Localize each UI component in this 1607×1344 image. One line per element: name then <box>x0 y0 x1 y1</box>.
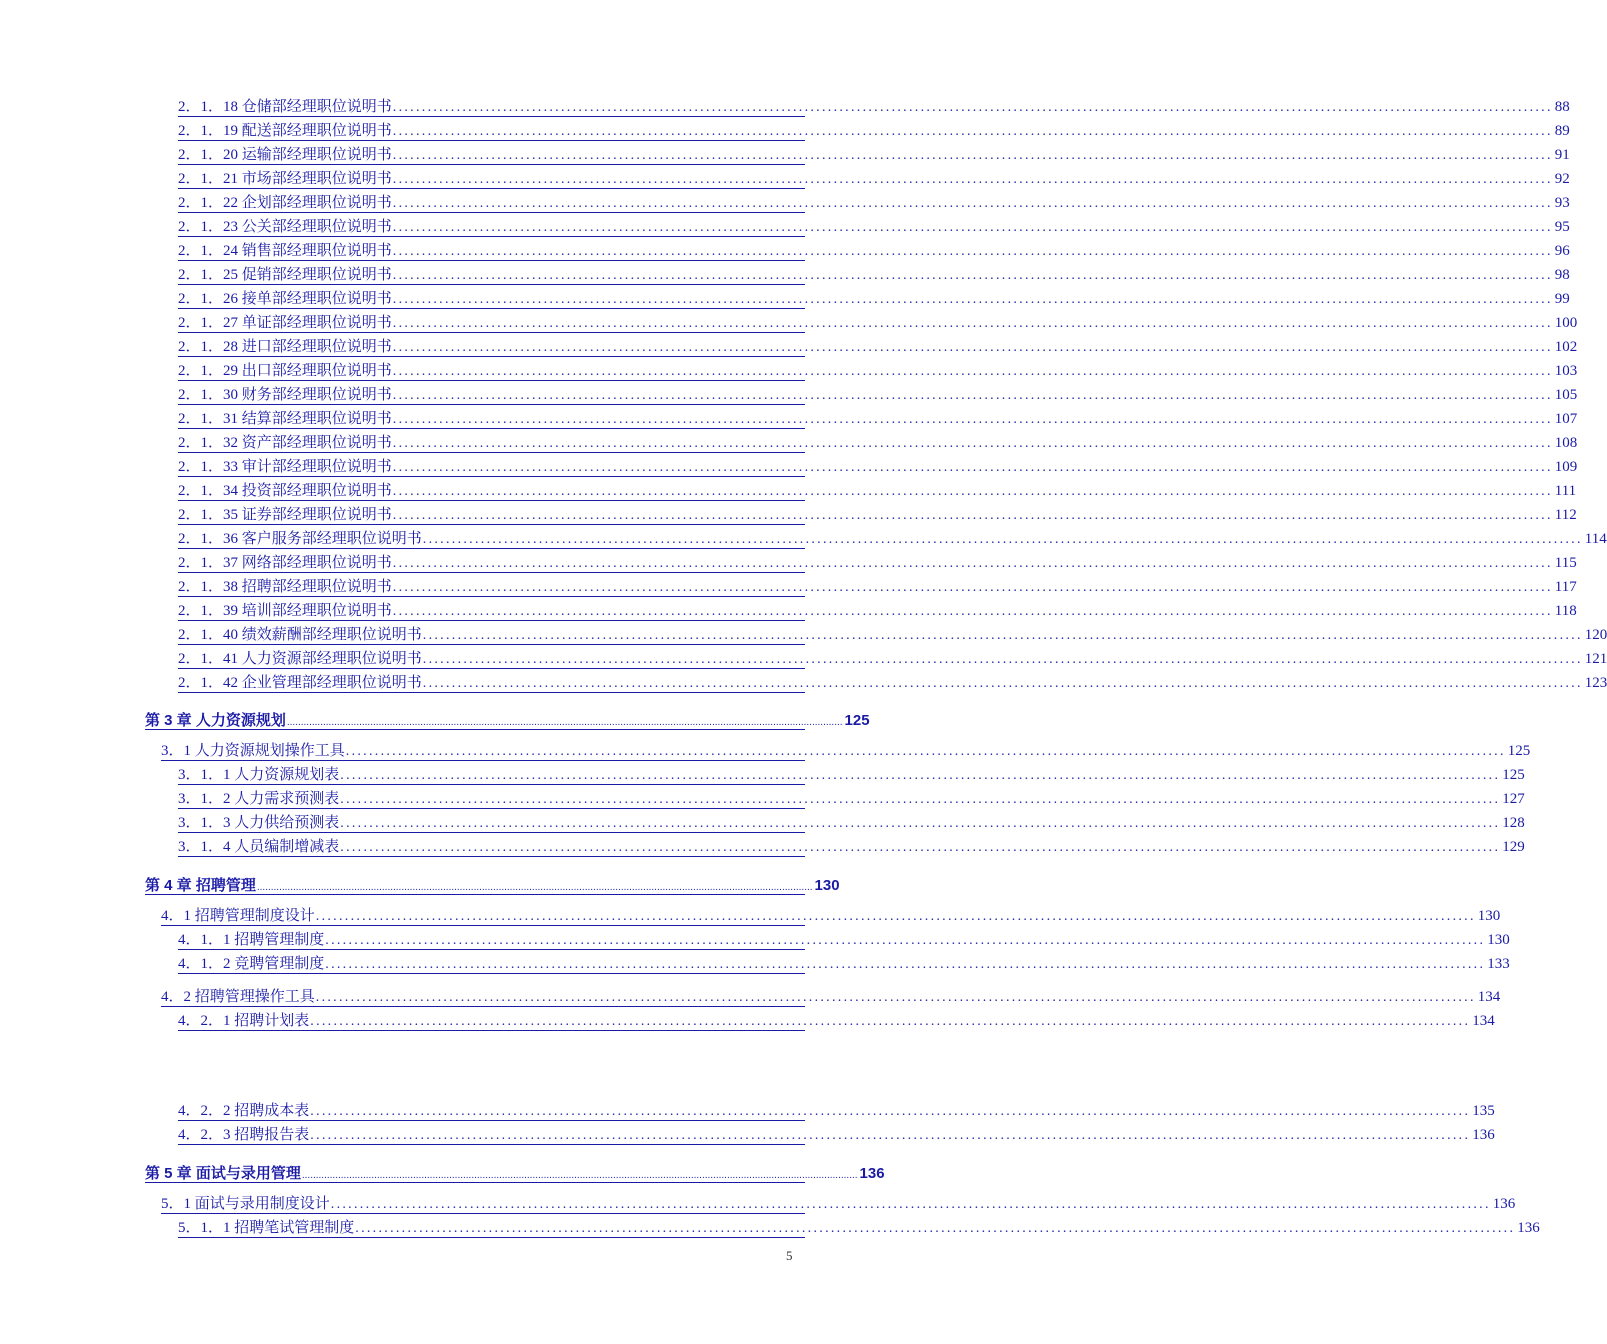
toc-entry-title: 4．1．2 竞聘管理制度 <box>178 956 325 972</box>
toc-entry-page-number: 125 <box>1507 743 1531 759</box>
toc-entry-title: 2．1．34 投资部经理职位说明书 <box>178 483 392 499</box>
toc-entry-title: 3．1 人力资源规划操作工具 <box>161 743 345 759</box>
toc-entry-title: 2．1．39 培训部经理职位说明书 <box>178 603 392 619</box>
toc-entry-page-number: 125 <box>844 712 870 729</box>
toc-subsection-link[interactable] <box>178 1126 1495 1145</box>
toc-entry-page-number: 95 <box>1554 219 1570 235</box>
toc-entry-page-number: 130 <box>814 877 840 894</box>
dot-leader: ........................................................................................................................................................................................................ <box>392 556 1553 571</box>
toc-subsection-link[interactable] <box>178 458 1578 477</box>
toc-subsection-link[interactable] <box>178 1012 1495 1031</box>
toc-subsection-link[interactable] <box>178 122 1570 141</box>
dot-leader: ........................................................................................................................................................................................................ <box>392 364 1553 379</box>
dot-leader: ........................................................................................................................................................................................................ <box>340 816 1501 831</box>
toc-entry-title: 2．1．36 客户服务部经理职位说明书 <box>178 531 422 547</box>
toc-entry-page-number: 130 <box>1477 908 1501 924</box>
toc-entry-title: 2．1．18 仓储部经理职位说明书 <box>178 99 392 115</box>
toc-entry-page-number: 134 <box>1472 1013 1495 1029</box>
dot-leader: ........................................................................................................................................................................................................ <box>422 532 1583 547</box>
page-number: 5 <box>786 1248 793 1263</box>
toc-entry-title: 2．1．38 招聘部经理职位说明书 <box>178 579 392 595</box>
toc-chapter-link[interactable] <box>145 876 840 895</box>
toc-entry-title: 3．1．3 人力供给预测表 <box>178 815 340 831</box>
toc-entry-page-number: 136 <box>1472 1127 1495 1143</box>
dot-leader: ........................................................................................................................................................................................................ <box>310 1104 1471 1119</box>
toc-subsection-link[interactable] <box>178 218 1570 237</box>
toc-entry-title: 3．1．4 人员编制增减表 <box>178 839 340 855</box>
dot-leader: ........................................................................................................................................................................................................ <box>392 196 1553 211</box>
toc-entry-title: 4．1 招聘管理制度设计 <box>161 908 315 924</box>
dot-leader: ........................................................................................................................................................................................................ <box>330 1197 1491 1212</box>
toc-entry-title: 2．1．37 网络部经理职位说明书 <box>178 555 392 571</box>
toc-subsection-link[interactable] <box>178 1102 1495 1121</box>
toc-entry-page-number: 89 <box>1554 123 1570 139</box>
toc-entry-title: 第 4 章 招聘管理 <box>145 877 256 894</box>
dot-leader: ........................................................................................................................................................................................................ <box>310 1128 1471 1143</box>
toc-entry-title: 5．1 面试与录用制度设计 <box>161 1196 330 1212</box>
toc-subsection-link[interactable] <box>178 194 1570 213</box>
toc-entry-page-number: 134 <box>1477 989 1501 1005</box>
toc-subsection-link[interactable] <box>178 146 1570 165</box>
toc-entry-title: 4．1．1 招聘管理制度 <box>178 932 325 948</box>
toc-entry-page-number: 96 <box>1554 243 1570 259</box>
toc-entry-title: 2．1．41 人力资源部经理职位说明书 <box>178 651 422 667</box>
toc-section-link[interactable] <box>161 907 1501 926</box>
toc-subsection-link[interactable] <box>178 338 1578 357</box>
toc-entry-title: 2．1．30 财务部经理职位说明书 <box>178 387 392 403</box>
toc-entry-title: 2．1．25 促销部经理职位说明书 <box>178 267 392 283</box>
toc-section-link[interactable] <box>161 742 1531 761</box>
dot-leader: ........................................................................................................................................................................................................ <box>392 244 1553 259</box>
toc-subsection-link[interactable] <box>178 530 1607 549</box>
toc-subsection-link[interactable] <box>178 434 1578 453</box>
toc-entry-page-number: 100 <box>1554 315 1578 331</box>
toc-subsection-link[interactable] <box>178 602 1577 621</box>
toc-entry-page-number: 99 <box>1554 291 1570 307</box>
toc-entry-title: 2．1．29 出口部经理职位说明书 <box>178 363 392 379</box>
toc-entry-title: 2．1．33 审计部经理职位说明书 <box>178 459 392 475</box>
dot-leader: ........................................................................................................................................................................................................ <box>392 484 1553 499</box>
toc-entry-page-number: 103 <box>1554 363 1578 379</box>
toc-entry-page-number: 120 <box>1584 627 1607 643</box>
dot-leader: ........................................................................................................................................................................................................ <box>392 172 1553 187</box>
toc-section-link[interactable] <box>161 988 1501 1007</box>
dot-leader: ........................................................................................................................................................................................................ <box>340 768 1501 783</box>
toc-entry-page-number: 125 <box>1502 767 1525 783</box>
toc-entry-title: 2．1．32 资产部经理职位说明书 <box>178 435 392 451</box>
dot-leader: ........................................................................................................................................................................................................ <box>392 316 1553 331</box>
dot-leader: ........................................................................................................................................................................................................ <box>392 340 1553 355</box>
toc-subsection-link[interactable] <box>178 790 1525 809</box>
toc-entry-page-number: 107 <box>1554 411 1578 427</box>
toc-subsection-link[interactable] <box>178 554 1577 573</box>
toc-subsection-link[interactable] <box>178 1219 1540 1238</box>
dot-leader: ........................................................................................................................................................................................................ <box>392 508 1553 523</box>
toc-chapter-link[interactable] <box>145 1164 885 1183</box>
toc-entry-title: 2．1．24 销售部经理职位说明书 <box>178 243 392 259</box>
toc-entry-title: 2．1．21 市场部经理职位说明书 <box>178 171 392 187</box>
toc-entry-title: 2．1．22 企划部经理职位说明书 <box>178 195 392 211</box>
dot-leader: ........................................................................................................................................................................................................ <box>286 717 843 728</box>
toc-entry-page-number: 91 <box>1554 147 1570 163</box>
toc-entry-title: 2．1．23 公关部经理职位说明书 <box>178 219 392 235</box>
dot-leader: ........................................................................................................................................................................................................ <box>392 604 1553 619</box>
toc-subsection-link[interactable] <box>178 931 1510 950</box>
toc-entry-page-number: 117 <box>1554 579 1577 595</box>
toc-entry-title: 2．1．19 配送部经理职位说明书 <box>178 123 392 139</box>
toc-subsection-link[interactable] <box>178 814 1525 833</box>
toc-section-link[interactable] <box>161 1195 1516 1214</box>
dot-leader: ........................................................................................................................................................................................................ <box>392 388 1553 403</box>
toc-entry-page-number: 118 <box>1554 603 1577 619</box>
toc-entry-page-number: 128 <box>1502 815 1525 831</box>
toc-subsection-link[interactable] <box>178 578 1577 597</box>
toc-subsection-link[interactable] <box>178 386 1578 405</box>
dot-leader: ........................................................................................................................................................................................................ <box>392 292 1553 307</box>
toc-entry-title: 3．1．2 人力需求预测表 <box>178 791 340 807</box>
dot-leader: ........................................................................................................................................................................................................ <box>310 1014 1471 1029</box>
toc-subsection-link[interactable] <box>178 98 1570 117</box>
dot-leader: ........................................................................................................................................................................................................ <box>392 580 1553 595</box>
toc-entry-title: 2．1．35 证券部经理职位说明书 <box>178 507 392 523</box>
toc-subsection-link[interactable] <box>178 626 1607 645</box>
toc-entry-title: 2．1．28 进口部经理职位说明书 <box>178 339 392 355</box>
dot-leader: ........................................................................................................................................................................................................ <box>340 792 1501 807</box>
dot-leader: ........................................................................................................................................................................................................ <box>325 933 1486 948</box>
toc-subsection-link[interactable] <box>178 482 1577 501</box>
toc-entry-page-number: 135 <box>1472 1103 1495 1119</box>
toc-entry-page-number: 102 <box>1554 339 1578 355</box>
dot-leader: ........................................................................................................................................................................................................ <box>325 957 1486 972</box>
dot-leader: ........................................................................................................................................................................................................ <box>315 909 1476 924</box>
toc-entry-title: 4．2．2 招聘成本表 <box>178 1103 310 1119</box>
toc-chapter-link[interactable] <box>145 711 870 730</box>
toc-entry-title: 第 3 章 人力资源规划 <box>145 712 286 729</box>
toc-entry-page-number: 121 <box>1584 651 1607 667</box>
toc-subsection-link[interactable] <box>178 362 1578 381</box>
dot-leader: ........................................................................................................................................................................................................ <box>392 124 1553 139</box>
toc-entry-page-number: 129 <box>1502 839 1525 855</box>
toc-entry-page-number: 108 <box>1554 435 1578 451</box>
toc-entry-page-number: 130 <box>1487 932 1510 948</box>
toc-subsection-link[interactable] <box>178 242 1570 261</box>
toc-entry-title: 2．1．26 接单部经理职位说明书 <box>178 291 392 307</box>
dot-leader: ........................................................................................................................................................................................................ <box>392 220 1553 235</box>
toc-entry-page-number: 92 <box>1554 171 1570 187</box>
toc-subsection-link[interactable] <box>178 650 1607 669</box>
dot-leader: ........................................................................................................................................................................................................ <box>315 990 1476 1005</box>
dot-leader: ........................................................................................................................................................................................................ <box>392 460 1553 475</box>
toc-entry-page-number: 105 <box>1554 387 1578 403</box>
toc-entry-page-number: 93 <box>1554 195 1570 211</box>
toc-entry-page-number: 112 <box>1554 507 1577 523</box>
toc-entry-page-number: 123 <box>1584 675 1607 691</box>
toc-entry-page-number: 115 <box>1554 555 1577 571</box>
toc-entry-page-number: 136 <box>1492 1196 1516 1212</box>
dot-leader: ........................................................................................................................................................................................................ <box>340 840 1501 855</box>
dot-leader: ........................................................................................................................................................................................................ <box>345 744 1506 759</box>
toc-entry-title: 2．1．40 绩效薪酬部经理职位说明书 <box>178 627 422 643</box>
toc-entry-title: 第 5 章 面试与录用管理 <box>145 1165 301 1182</box>
toc-entry-title: 5．1．1 招聘笔试管理制度 <box>178 1220 355 1236</box>
dot-leader: ........................................................................................................................................................................................................ <box>422 676 1583 691</box>
dot-leader: ........................................................................................................................................................................................................ <box>392 412 1553 427</box>
toc-entry-page-number: 136 <box>1517 1220 1540 1236</box>
toc-entry-page-number: 88 <box>1554 99 1570 115</box>
dot-leader: ........................................................................................................................................................................................................ <box>392 436 1553 451</box>
toc-entry-title: 2．1．20 运输部经理职位说明书 <box>178 147 392 163</box>
toc-entry-title: 4．2．3 招聘报告表 <box>178 1127 310 1143</box>
dot-leader: ........................................................................................................................................................................................................ <box>422 628 1583 643</box>
dot-leader: ........................................................................................................................................................................................................ <box>392 148 1553 163</box>
dot-leader: ........................................................................................................................................................................................................ <box>392 268 1553 283</box>
toc-entry-title: 2．1．31 结算部经理职位说明书 <box>178 411 392 427</box>
toc-entry-page-number: 109 <box>1554 459 1578 475</box>
dot-leader: ........................................................................................................................................................................................................ <box>256 882 813 893</box>
toc-entry-title: 4．2．1 招聘计划表 <box>178 1013 310 1029</box>
toc-entry-title: 2．1．42 企业管理部经理职位说明书 <box>178 675 422 691</box>
toc-entry-title: 2．1．27 单证部经理职位说明书 <box>178 315 392 331</box>
toc-subsection-link[interactable] <box>178 170 1570 189</box>
toc-subsection-link[interactable] <box>178 955 1510 974</box>
toc-subsection-link[interactable] <box>178 766 1525 785</box>
toc-subsection-link[interactable] <box>178 266 1570 285</box>
toc-subsection-link[interactable] <box>178 410 1578 429</box>
dot-leader: ........................................................................................................................................................................................................ <box>422 652 1583 667</box>
toc-entry-page-number: 114 <box>1584 531 1607 547</box>
toc-entry-page-number: 98 <box>1554 267 1570 283</box>
toc-subsection-link[interactable] <box>178 674 1607 693</box>
toc-entry-title: 4．2 招聘管理操作工具 <box>161 989 315 1005</box>
toc-entry-title: 3．1．1 人力资源规划表 <box>178 767 340 783</box>
dot-leader: ........................................................................................................................................................................................................ <box>392 100 1553 115</box>
dot-leader: ........................................................................................................................................................................................................ <box>355 1221 1516 1236</box>
toc-entry-page-number: 127 <box>1502 791 1525 807</box>
toc-entry-page-number: 133 <box>1487 956 1510 972</box>
toc-entry-page-number: 111 <box>1554 483 1577 499</box>
toc-subsection-link[interactable] <box>178 290 1570 309</box>
toc-subsection-link[interactable] <box>178 314 1578 333</box>
toc-subsection-link[interactable] <box>178 506 1577 525</box>
toc-entry-page-number: 136 <box>859 1165 885 1182</box>
toc-subsection-link[interactable] <box>178 838 1525 857</box>
dot-leader: ........................................................................................................................................................................................................ <box>301 1170 858 1181</box>
